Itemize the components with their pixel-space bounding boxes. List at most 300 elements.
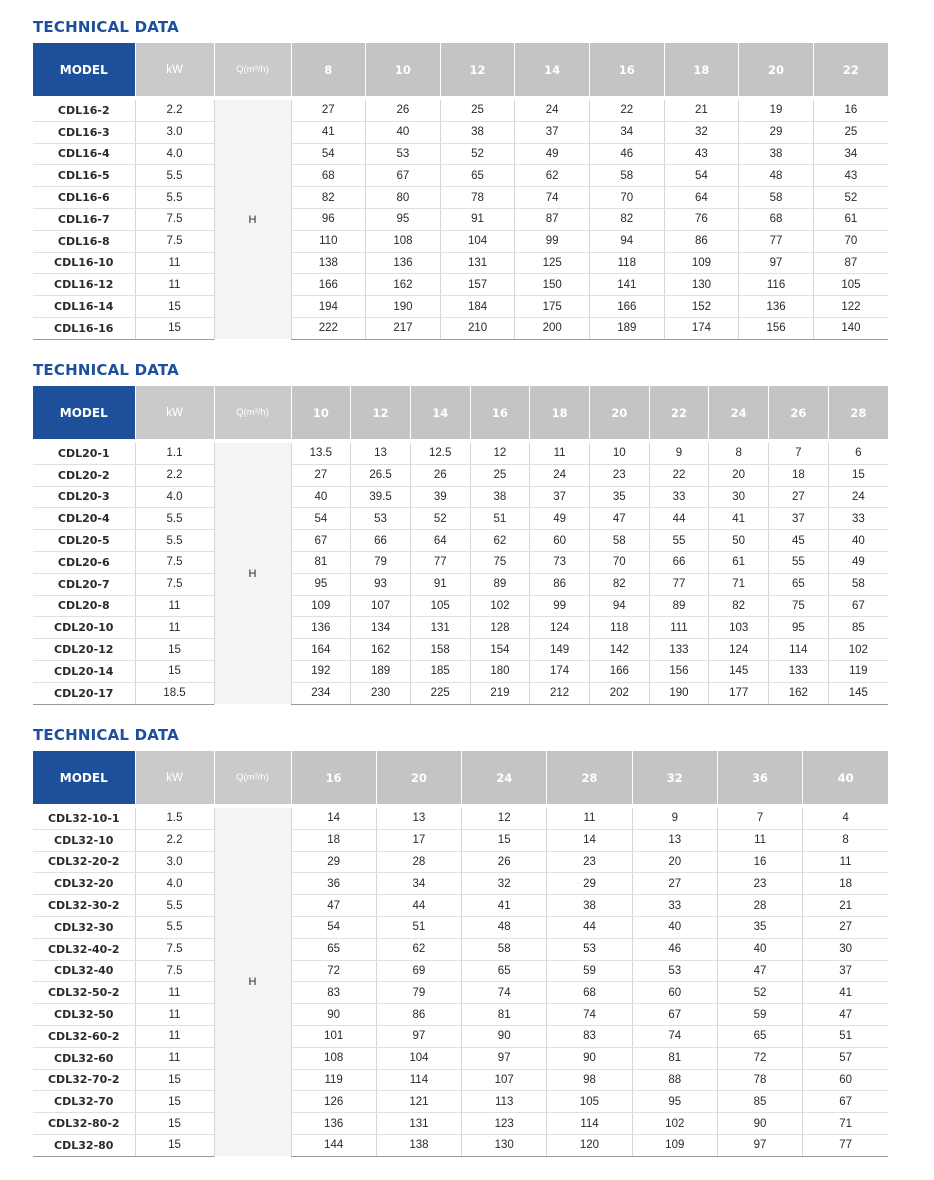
head-value-cell: 60 — [803, 1069, 888, 1091]
head-value-cell: 28 — [717, 895, 802, 917]
head-value-cell: 40 — [632, 916, 717, 938]
head-value-cell: 40 — [291, 486, 351, 508]
model-cell: CDL20-10 — [33, 617, 135, 639]
model-cell: CDL20-4 — [33, 508, 135, 530]
kw-cell: 11 — [135, 1004, 214, 1026]
head-value-cell: 202 — [589, 682, 649, 704]
head-value-cell: 26 — [366, 98, 441, 121]
header-flow-value: 18 — [530, 386, 590, 441]
header-flow-value: 32 — [632, 751, 717, 806]
head-value-cell: 95 — [632, 1091, 717, 1113]
table-row — [33, 617, 888, 639]
header-kw: kW — [135, 751, 214, 806]
head-value-cell: 91 — [410, 573, 470, 595]
head-value-cell: 55 — [769, 551, 829, 573]
kw-cell: 15 — [135, 660, 214, 682]
head-value-cell: 131 — [410, 617, 470, 639]
head-value-cell: 58 — [828, 573, 888, 595]
head-value-cell: 124 — [530, 617, 590, 639]
table-row — [33, 230, 888, 252]
head-value-cell: 35 — [589, 486, 649, 508]
head-value-cell: 65 — [769, 573, 829, 595]
model-cell: CDL32-50 — [33, 1004, 135, 1026]
head-value-cell: 48 — [739, 165, 814, 187]
head-value-cell: 66 — [649, 551, 709, 573]
model-cell: CDL16-3 — [33, 121, 135, 143]
head-value-cell: 174 — [664, 317, 739, 339]
head-value-cell: 152 — [664, 296, 739, 318]
table-row — [33, 938, 888, 960]
header-flow-value: 10 — [291, 386, 351, 441]
head-value-cell: 34 — [813, 143, 888, 165]
table-row — [33, 121, 888, 143]
head-value-cell: 89 — [649, 595, 709, 617]
kw-cell: 1.5 — [135, 806, 214, 829]
head-value-cell: 122 — [813, 296, 888, 318]
head-value-cell: 154 — [470, 639, 530, 661]
head-value-cell: 90 — [462, 1025, 547, 1047]
head-value-cell: 82 — [590, 208, 665, 230]
head-value-cell: 90 — [291, 1004, 376, 1026]
head-value-cell: 46 — [632, 938, 717, 960]
technical-data-table-2 — [33, 386, 888, 705]
head-value-cell: 144 — [291, 1134, 376, 1156]
head-value-cell: 10 — [589, 441, 649, 464]
head-value-cell: 53 — [547, 938, 632, 960]
head-value-cell: 67 — [803, 1091, 888, 1113]
head-value-cell: 145 — [828, 682, 888, 704]
head-value-cell: 40 — [717, 938, 802, 960]
head-value-cell: 53 — [632, 960, 717, 982]
head-value-cell: 78 — [440, 187, 515, 209]
head-value-cell: 41 — [291, 121, 366, 143]
head-value-cell: 71 — [803, 1113, 888, 1135]
head-value-cell: 166 — [590, 296, 665, 318]
head-value-cell: 39 — [410, 486, 470, 508]
head-value-cell: 44 — [376, 895, 461, 917]
head-value-cell: 131 — [440, 252, 515, 274]
head-value-cell: 12 — [470, 441, 530, 464]
head-value-cell: 4 — [803, 806, 888, 829]
head-value-cell: 81 — [462, 1004, 547, 1026]
kw-cell: 5.5 — [135, 530, 214, 552]
head-value-cell: 104 — [440, 230, 515, 252]
table-row — [33, 1025, 888, 1047]
head-value-cell: 74 — [632, 1025, 717, 1047]
kw-cell: 15 — [135, 1134, 214, 1156]
head-value-cell: 72 — [291, 960, 376, 982]
model-cell: CDL32-80 — [33, 1134, 135, 1156]
head-value-cell: 12.5 — [410, 441, 470, 464]
head-value-cell: 189 — [590, 317, 665, 339]
head-value-cell: 65 — [462, 960, 547, 982]
head-value-cell: 52 — [813, 187, 888, 209]
head-value-cell: 27 — [769, 486, 829, 508]
head-value-cell: 21 — [803, 895, 888, 917]
head-value-cell: 94 — [589, 595, 649, 617]
header-model: MODEL — [33, 386, 135, 441]
model-cell: CDL16-4 — [33, 143, 135, 165]
head-value-cell: 94 — [590, 230, 665, 252]
model-cell: CDL32-60-2 — [33, 1025, 135, 1047]
head-value-cell: 99 — [530, 595, 590, 617]
head-value-cell: 80 — [366, 187, 441, 209]
head-value-cell: 13 — [376, 806, 461, 829]
header-flow-value: 24 — [462, 751, 547, 806]
model-cell: CDL16-8 — [33, 230, 135, 252]
model-cell: CDL20-8 — [33, 595, 135, 617]
table-row — [33, 873, 888, 895]
head-value-cell: 128 — [470, 617, 530, 639]
head-value-cell: 78 — [717, 1069, 802, 1091]
head-value-cell: 74 — [515, 187, 590, 209]
head-value-cell: 27 — [291, 98, 366, 121]
kw-cell: 11 — [135, 252, 214, 274]
table-row — [33, 851, 888, 873]
head-value-cell: 150 — [515, 274, 590, 296]
head-value-cell: 125 — [515, 252, 590, 274]
head-value-cell: 58 — [590, 165, 665, 187]
head-value-cell: 59 — [547, 960, 632, 982]
head-value-cell: 184 — [440, 296, 515, 318]
head-value-cell: 74 — [462, 982, 547, 1004]
head-value-cell: 51 — [470, 508, 530, 530]
head-value-cell: 98 — [547, 1069, 632, 1091]
head-value-cell: 30 — [803, 938, 888, 960]
head-value-cell: 210 — [440, 317, 515, 339]
head-value-cell: 124 — [709, 639, 769, 661]
kw-cell: 3.0 — [135, 851, 214, 873]
head-value-cell: 89 — [470, 573, 530, 595]
head-value-cell: 11 — [717, 829, 802, 851]
section-title-1: TECHNICAL DATA — [33, 18, 179, 36]
head-value-cell: 126 — [291, 1091, 376, 1113]
head-value-cell: 40 — [366, 121, 441, 143]
head-value-cell: 82 — [291, 187, 366, 209]
head-value-cell: 162 — [351, 639, 411, 661]
head-value-cell: 53 — [351, 508, 411, 530]
head-value-cell: 14 — [291, 806, 376, 829]
head-value-cell: 136 — [291, 1113, 376, 1135]
technical-data-table-1 — [33, 43, 888, 340]
table-row — [33, 317, 888, 339]
head-value-cell: 107 — [351, 595, 411, 617]
table-row — [33, 806, 888, 829]
head-value-cell: 62 — [470, 530, 530, 552]
head-value-cell: 109 — [291, 595, 351, 617]
head-value-cell: 77 — [410, 551, 470, 573]
head-value-cell: 36 — [291, 873, 376, 895]
head-value-cell: 17 — [376, 829, 461, 851]
model-cell: CDL16-6 — [33, 187, 135, 209]
head-value-cell: 33 — [828, 508, 888, 530]
head-value-cell: 162 — [769, 682, 829, 704]
head-value-cell: 38 — [440, 121, 515, 143]
head-value-cell: 102 — [828, 639, 888, 661]
head-value-cell: 38 — [739, 143, 814, 165]
model-cell: CDL20-12 — [33, 639, 135, 661]
kw-cell: 4.0 — [135, 873, 214, 895]
head-value-cell: 105 — [547, 1091, 632, 1113]
technical-data-table-3 — [33, 751, 888, 1157]
head-value-cell: 71 — [709, 573, 769, 595]
head-value-cell: 85 — [828, 617, 888, 639]
head-value-cell: 68 — [547, 982, 632, 1004]
table-header-row — [33, 751, 888, 806]
head-value-cell: 20 — [632, 851, 717, 873]
kw-cell: 11 — [135, 617, 214, 639]
head-value-cell: 35 — [717, 916, 802, 938]
header-flow-rate: Q(m³/h) — [214, 386, 291, 441]
model-cell: CDL20-17 — [33, 682, 135, 704]
head-value-cell: 13 — [351, 441, 411, 464]
head-value-cell: 72 — [717, 1047, 802, 1069]
header-flow-value: 12 — [440, 43, 515, 98]
head-value-cell: 212 — [530, 682, 590, 704]
head-value-cell: 14 — [547, 829, 632, 851]
head-value-cell: 83 — [547, 1025, 632, 1047]
header-flow-value: 26 — [769, 386, 829, 441]
model-cell: CDL32-50-2 — [33, 982, 135, 1004]
head-value-cell: 25 — [813, 121, 888, 143]
model-cell: CDL20-14 — [33, 660, 135, 682]
head-value-cell: 156 — [649, 660, 709, 682]
model-cell: CDL32-70 — [33, 1091, 135, 1113]
kw-cell: 11 — [135, 274, 214, 296]
head-value-cell: 225 — [410, 682, 470, 704]
head-value-cell: 26 — [462, 851, 547, 873]
head-value-cell: 38 — [470, 486, 530, 508]
head-value-cell: 134 — [351, 617, 411, 639]
kw-cell: 11 — [135, 982, 214, 1004]
head-value-cell: 70 — [590, 187, 665, 209]
table-row — [33, 682, 888, 704]
head-value-cell: 120 — [547, 1134, 632, 1156]
head-value-cell: 20 — [709, 464, 769, 486]
head-value-cell: 113 — [462, 1091, 547, 1113]
head-value-cell: 105 — [813, 274, 888, 296]
head-value-cell: 62 — [515, 165, 590, 187]
table-row — [33, 1134, 888, 1156]
kw-cell: 5.5 — [135, 187, 214, 209]
head-value-cell: 97 — [462, 1047, 547, 1069]
head-value-cell: 52 — [410, 508, 470, 530]
head-value-cell: 62 — [376, 938, 461, 960]
head-value-cell: 29 — [547, 873, 632, 895]
head-value-cell: 102 — [470, 595, 530, 617]
table-row — [33, 1113, 888, 1135]
model-cell: CDL32-20 — [33, 873, 135, 895]
head-value-cell: 141 — [590, 274, 665, 296]
head-value-cell: 53 — [366, 143, 441, 165]
head-value-cell: 64 — [664, 187, 739, 209]
table-row — [33, 1069, 888, 1091]
head-value-cell: 93 — [351, 573, 411, 595]
table-row — [33, 143, 888, 165]
head-value-cell: 48 — [462, 916, 547, 938]
head-value-cell: 99 — [515, 230, 590, 252]
table-row — [33, 573, 888, 595]
kw-cell: 15 — [135, 296, 214, 318]
head-value-cell: 22 — [649, 464, 709, 486]
model-cell: CDL16-14 — [33, 296, 135, 318]
head-value-cell: 114 — [547, 1113, 632, 1135]
head-value-cell: 118 — [589, 617, 649, 639]
head-value-cell: 87 — [813, 252, 888, 274]
head-value-cell: 69 — [376, 960, 461, 982]
head-label-cell: H — [214, 441, 291, 704]
head-value-cell: 189 — [351, 660, 411, 682]
head-value-cell: 40 — [828, 530, 888, 552]
head-value-cell: 174 — [530, 660, 590, 682]
head-value-cell: 133 — [769, 660, 829, 682]
head-value-cell: 34 — [376, 873, 461, 895]
head-value-cell: 138 — [291, 252, 366, 274]
kw-cell: 7.5 — [135, 208, 214, 230]
header-model: MODEL — [33, 43, 135, 98]
head-value-cell: 52 — [717, 982, 802, 1004]
head-value-cell: 88 — [632, 1069, 717, 1091]
header-flow-value: 20 — [376, 751, 461, 806]
model-cell: CDL32-80-2 — [33, 1113, 135, 1135]
head-value-cell: 32 — [664, 121, 739, 143]
head-value-cell: 46 — [590, 143, 665, 165]
model-cell: CDL16-10 — [33, 252, 135, 274]
head-value-cell: 37 — [530, 486, 590, 508]
head-value-cell: 8 — [803, 829, 888, 851]
head-value-cell: 77 — [649, 573, 709, 595]
head-value-cell: 41 — [709, 508, 769, 530]
table-header-row — [33, 386, 888, 441]
head-value-cell: 49 — [828, 551, 888, 573]
head-value-cell: 59 — [717, 1004, 802, 1026]
head-label-cell: H — [214, 806, 291, 1156]
head-value-cell: 101 — [291, 1025, 376, 1047]
head-value-cell: 37 — [803, 960, 888, 982]
head-value-cell: 96 — [291, 208, 366, 230]
head-value-cell: 7 — [769, 441, 829, 464]
head-value-cell: 85 — [717, 1091, 802, 1113]
kw-cell: 15 — [135, 317, 214, 339]
head-value-cell: 130 — [462, 1134, 547, 1156]
head-value-cell: 95 — [366, 208, 441, 230]
head-value-cell: 43 — [664, 143, 739, 165]
header-flow-value: 10 — [366, 43, 441, 98]
head-value-cell: 65 — [440, 165, 515, 187]
head-value-cell: 37 — [769, 508, 829, 530]
head-value-cell: 219 — [470, 682, 530, 704]
model-cell: CDL16-2 — [33, 98, 135, 121]
header-flow-value: 12 — [351, 386, 411, 441]
header-flow-value: 14 — [410, 386, 470, 441]
head-value-cell: 44 — [547, 916, 632, 938]
head-value-cell: 86 — [530, 573, 590, 595]
head-value-cell: 54 — [291, 143, 366, 165]
head-value-cell: 8 — [709, 441, 769, 464]
head-value-cell: 47 — [589, 508, 649, 530]
head-value-cell: 39.5 — [351, 486, 411, 508]
head-value-cell: 47 — [803, 1004, 888, 1026]
head-value-cell: 54 — [664, 165, 739, 187]
head-value-cell: 58 — [739, 187, 814, 209]
header-flow-rate: Q(m³/h) — [214, 43, 291, 98]
kw-cell: 2.2 — [135, 464, 214, 486]
head-value-cell: 11 — [803, 851, 888, 873]
head-value-cell: 34 — [590, 121, 665, 143]
head-value-cell: 97 — [376, 1025, 461, 1047]
head-value-cell: 67 — [632, 1004, 717, 1026]
kw-cell: 7.5 — [135, 938, 214, 960]
head-value-cell: 29 — [291, 851, 376, 873]
table-header-row — [33, 43, 888, 98]
head-value-cell: 118 — [590, 252, 665, 274]
head-value-cell: 57 — [803, 1047, 888, 1069]
head-value-cell: 66 — [351, 530, 411, 552]
head-value-cell: 54 — [291, 916, 376, 938]
head-value-cell: 25 — [470, 464, 530, 486]
model-cell: CDL32-30-2 — [33, 895, 135, 917]
head-value-cell: 82 — [709, 595, 769, 617]
kw-cell: 2.2 — [135, 98, 214, 121]
head-value-cell: 15 — [828, 464, 888, 486]
head-value-cell: 23 — [717, 873, 802, 895]
head-value-cell: 140 — [813, 317, 888, 339]
head-value-cell: 87 — [515, 208, 590, 230]
kw-cell: 5.5 — [135, 916, 214, 938]
head-value-cell: 13 — [632, 829, 717, 851]
head-value-cell: 18 — [769, 464, 829, 486]
head-value-cell: 61 — [709, 551, 769, 573]
section-title-3: TECHNICAL DATA — [33, 726, 179, 744]
table-row — [33, 98, 888, 121]
head-value-cell: 185 — [410, 660, 470, 682]
head-value-cell: 24 — [828, 486, 888, 508]
head-value-cell: 86 — [664, 230, 739, 252]
head-value-cell: 16 — [717, 851, 802, 873]
kw-cell: 7.5 — [135, 573, 214, 595]
head-value-cell: 119 — [291, 1069, 376, 1091]
head-value-cell: 82 — [589, 573, 649, 595]
kw-cell: 18.5 — [135, 682, 214, 704]
head-value-cell: 145 — [709, 660, 769, 682]
head-value-cell: 81 — [632, 1047, 717, 1069]
table-row — [33, 916, 888, 938]
header-flow-value: 16 — [590, 43, 665, 98]
head-value-cell: 28 — [376, 851, 461, 873]
table-row — [33, 530, 888, 552]
head-value-cell: 7 — [717, 806, 802, 829]
head-value-cell: 13.5 — [291, 441, 351, 464]
table-row — [33, 639, 888, 661]
header-flow-value: 24 — [709, 386, 769, 441]
header-kw: kW — [135, 43, 214, 98]
head-value-cell: 73 — [530, 551, 590, 573]
head-value-cell: 95 — [291, 573, 351, 595]
head-value-cell: 149 — [530, 639, 590, 661]
model-cell: CDL20-1 — [33, 441, 135, 464]
section-title-2: TECHNICAL DATA — [33, 361, 179, 379]
head-value-cell: 67 — [291, 530, 351, 552]
head-value-cell: 136 — [291, 617, 351, 639]
head-value-cell: 65 — [291, 938, 376, 960]
head-value-cell: 47 — [717, 960, 802, 982]
head-value-cell: 158 — [410, 639, 470, 661]
head-value-cell: 24 — [515, 98, 590, 121]
head-value-cell: 79 — [376, 982, 461, 1004]
kw-cell: 2.2 — [135, 829, 214, 851]
kw-cell: 11 — [135, 595, 214, 617]
model-cell: CDL32-10-1 — [33, 806, 135, 829]
